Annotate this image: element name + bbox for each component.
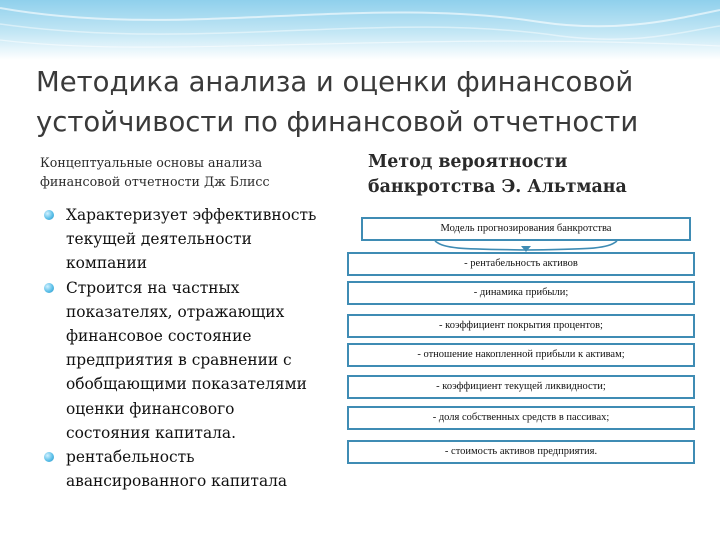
bullet-item (44, 276, 364, 445)
slide-title (36, 62, 706, 142)
factor-box: - доля собственных средств в пассивах; (347, 406, 695, 430)
factor-box: - стоимость активов предприятия. (347, 440, 695, 464)
title-line: Методика анализа и оценки финансовой (36, 66, 634, 98)
right-heading-line: Метод вероятности (368, 152, 568, 172)
wave-decoration (0, 0, 720, 60)
header-decoration (0, 0, 720, 60)
bullet-line: компании (66, 254, 148, 273)
bullet-icon (44, 283, 54, 293)
bullet-icon (44, 452, 54, 462)
right-column-heading (368, 150, 698, 200)
bullet-line: финансовое состояние (66, 327, 252, 346)
bullet-line: оценки финансового (66, 399, 235, 418)
title-line: устойчивости по финансовой отчетности (36, 106, 639, 138)
bullet-list (44, 203, 364, 493)
bullet-line: обобщающими показателями (66, 375, 307, 394)
left-column-heading (40, 153, 340, 191)
bullet-line: рентабельность (66, 448, 195, 467)
bullet-line: показателях, отражающих (66, 302, 285, 321)
bullet-line: текущей деятельности (66, 230, 252, 249)
factor-box: - динамика прибыли; (347, 281, 695, 305)
bullet-line: состояния капитала. (66, 423, 236, 442)
factor-box: - коэффициент покрытия процентов; (347, 314, 695, 338)
bullet-item (44, 445, 364, 493)
factor-box: - рентабельность активов (347, 252, 695, 276)
bullet-line: Строится на частных (66, 278, 240, 297)
factor-box: - отношение накопленной прибыли к активам; (347, 343, 695, 367)
bullet-line: предприятия в сравнении с (66, 351, 292, 370)
bullet-line: Характеризует эффективность (66, 206, 317, 224)
model-title-box: Модель прогнозирования банкротства (361, 217, 691, 241)
bullet-icon (44, 210, 54, 220)
connector-lines (350, 239, 700, 253)
bullet-line: авансированного капитала (66, 472, 288, 491)
right-heading-line: банкротства Э. Альтмана (368, 177, 627, 197)
factor-box: - коэффициент текущей ликвидности; (347, 375, 695, 399)
bullet-item (44, 203, 364, 276)
left-heading-line: Концептуальные основы анализа (40, 155, 263, 170)
left-heading-line: финансовой отчетности Дж Блисс (40, 174, 270, 189)
